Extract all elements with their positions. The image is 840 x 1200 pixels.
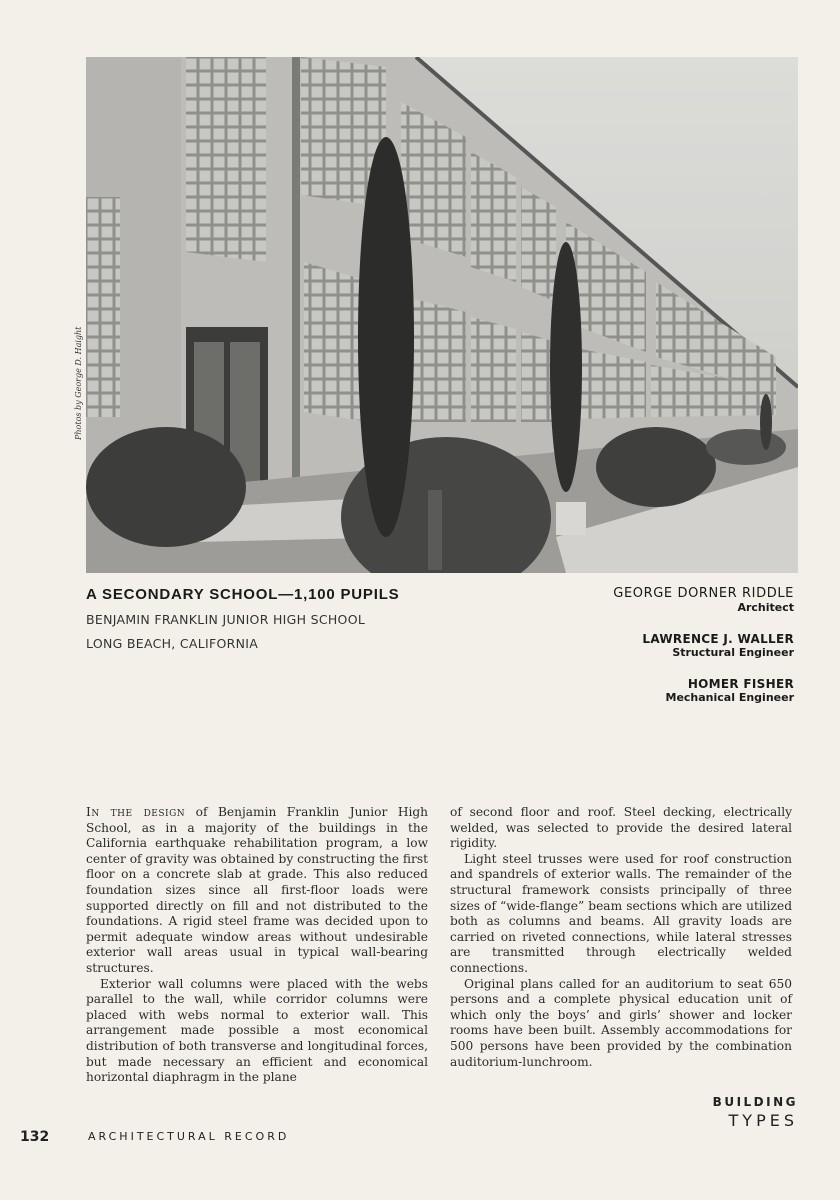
credit-name: LAWRENCE J. WALLER [642, 632, 794, 646]
section-label-line1: BUILDING [712, 1095, 798, 1109]
photo-credit: Photos by George D. Haight [74, 326, 83, 440]
credit-role: Mechanical Engineer [665, 691, 794, 704]
page-number: 132 [20, 1129, 50, 1145]
paragraph: In the design of Benjamin Franklin Junior High School, as in a majority of the buildings in the California earthquake rehabilitation program, a low center of gravity was obtained by constructing the first floor on a concrete slab at grade. This also reduced foundation sizes since all first-floor loads were supported directly on fill and not distributed to the foundations. A rigid steel frame was decided upon to permit adequate window areas without undesirable exterior wall areas usual in typical wall-bearing structures. [86, 805, 429, 975]
paragraph: Exterior wall columns were placed with the webs parallel to the wall, while corridor columns were placed with webs normal to exterior wall. This arrangement made possible a most economical distribution of both transverse and longitudinal forces, but made necessary an efficient and economical horizontal diaphragm in the plane [86, 976, 428, 1085]
paragraph: Original plans called for an auditorium to seat 650 persons and a complete physical education unit of which only the boys’ and girls’ shower and locker rooms have been built. Assembly accommodations for 500 persons have been provided by the combination auditorium-lunchroom. [450, 976, 792, 1069]
credits-block [613, 586, 794, 722]
credit-role: Architect [737, 601, 794, 614]
paragraph: of second floor and roof. Steel decking, electrically welded, was selected to provide the desired lateral rigidity. [450, 805, 792, 851]
credit-name: GEORGE DORNER RIDDLE [613, 586, 794, 601]
section-label-line2: TYPES [728, 1111, 798, 1130]
school-photo [86, 57, 798, 573]
paragraph: Light steel trusses were used for roof construction and spandrels of exterior walls. The remainder of the structural framework consists principally of three sizes of “wide-flange” beam sections which are utilized both as columns and beams. All gravity loads are carried on riveted connections, while lateral stresses are transmitted through electrically welded connections. [450, 851, 792, 975]
article-title: A SECONDARY SCHOOL—1,100 PUPILS [86, 586, 400, 603]
body-column-left [86, 805, 428, 1086]
magazine-name: ARCHITECTURAL RECORD [88, 1130, 290, 1143]
school-name: BENJAMIN FRANKLIN JUNIOR HIGH SCHOOL [86, 612, 366, 627]
body-column-right [450, 805, 792, 1070]
credit-role: Structural Engineer [672, 646, 794, 659]
lead-in: In the design [86, 805, 186, 819]
section-label [713, 1095, 798, 1130]
school-location: LONG BEACH, CALIFORNIA [86, 636, 259, 651]
credit-name: HOMER FISHER [687, 677, 794, 691]
